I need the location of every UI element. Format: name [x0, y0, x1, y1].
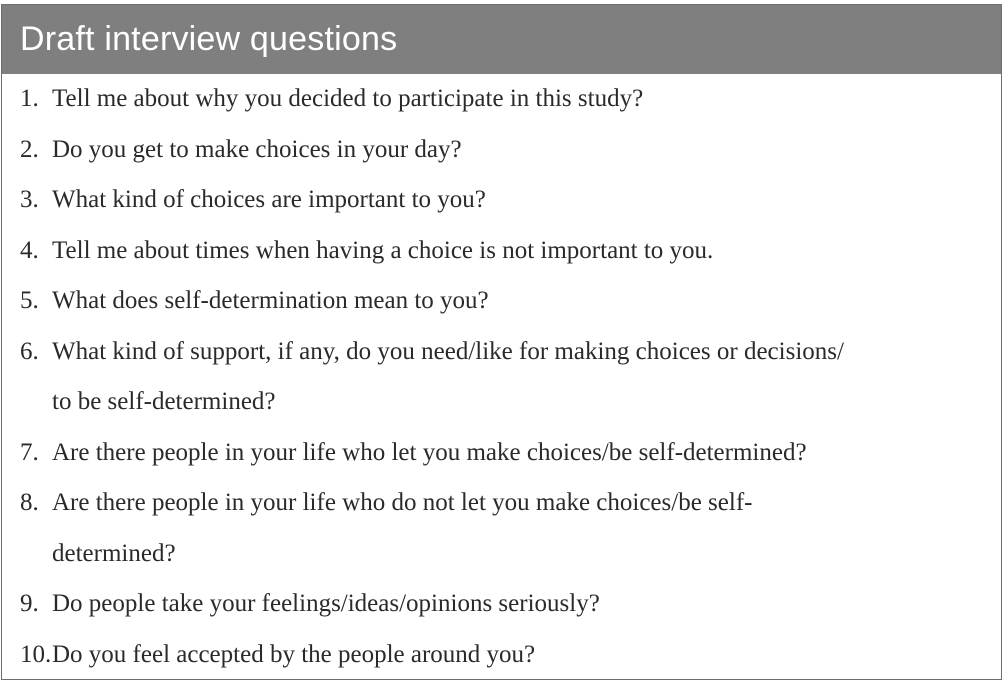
question-number: 8. [20, 489, 39, 516]
questions-list [2, 74, 1001, 680]
question-6-continued [2, 377, 1001, 428]
question-1 [2, 74, 1001, 125]
question-number: 5. [20, 287, 39, 314]
question-8 [2, 478, 1001, 529]
question-text-continued: to be self-determined? [52, 388, 276, 415]
question-4 [2, 226, 1001, 277]
question-text: Tell me about why you decided to participate in this study? [52, 85, 644, 112]
question-text: Tell me about times when having a choice is not important to you. [52, 236, 714, 264]
question-text: What does self-determination mean to you? [52, 287, 489, 314]
question-number: 4. [20, 236, 39, 264]
question-7 [2, 428, 1001, 479]
question-number: 10. [20, 640, 52, 668]
question-text: Do you get to make choices in your day? [52, 135, 462, 163]
question-text-continued: determined? [52, 539, 176, 567]
question-text: Do you feel accepted by the people around you? [52, 640, 536, 668]
interview-questions-table [1, 4, 1002, 680]
question-text: What kind of support, if any, do you need/like for making choices or decisions/ [52, 337, 844, 365]
question-text: Do people take your feelings/ideas/opinions seriously? [52, 590, 600, 617]
question-8-continued [2, 529, 1001, 580]
question-9 [2, 579, 1001, 630]
question-5 [2, 276, 1001, 327]
question-number: 7. [20, 438, 39, 466]
question-number: 9. [20, 590, 39, 617]
question-2 [2, 125, 1001, 176]
question-3 [2, 175, 1001, 226]
question-text: Are there people in your life who let you make choices/be self-determined? [52, 438, 807, 466]
question-number: 1. [20, 85, 39, 112]
question-6 [2, 327, 1001, 378]
question-text: Are there people in your life who do not let you make choices/be self- [52, 489, 753, 516]
question-number: 3. [20, 186, 39, 213]
question-text: What kind of choices are important to you? [52, 186, 486, 213]
table-title: Draft interview questions [2, 5, 1001, 74]
question-number: 6. [20, 337, 39, 365]
question-10 [2, 630, 1001, 681]
question-number: 2. [20, 135, 39, 163]
